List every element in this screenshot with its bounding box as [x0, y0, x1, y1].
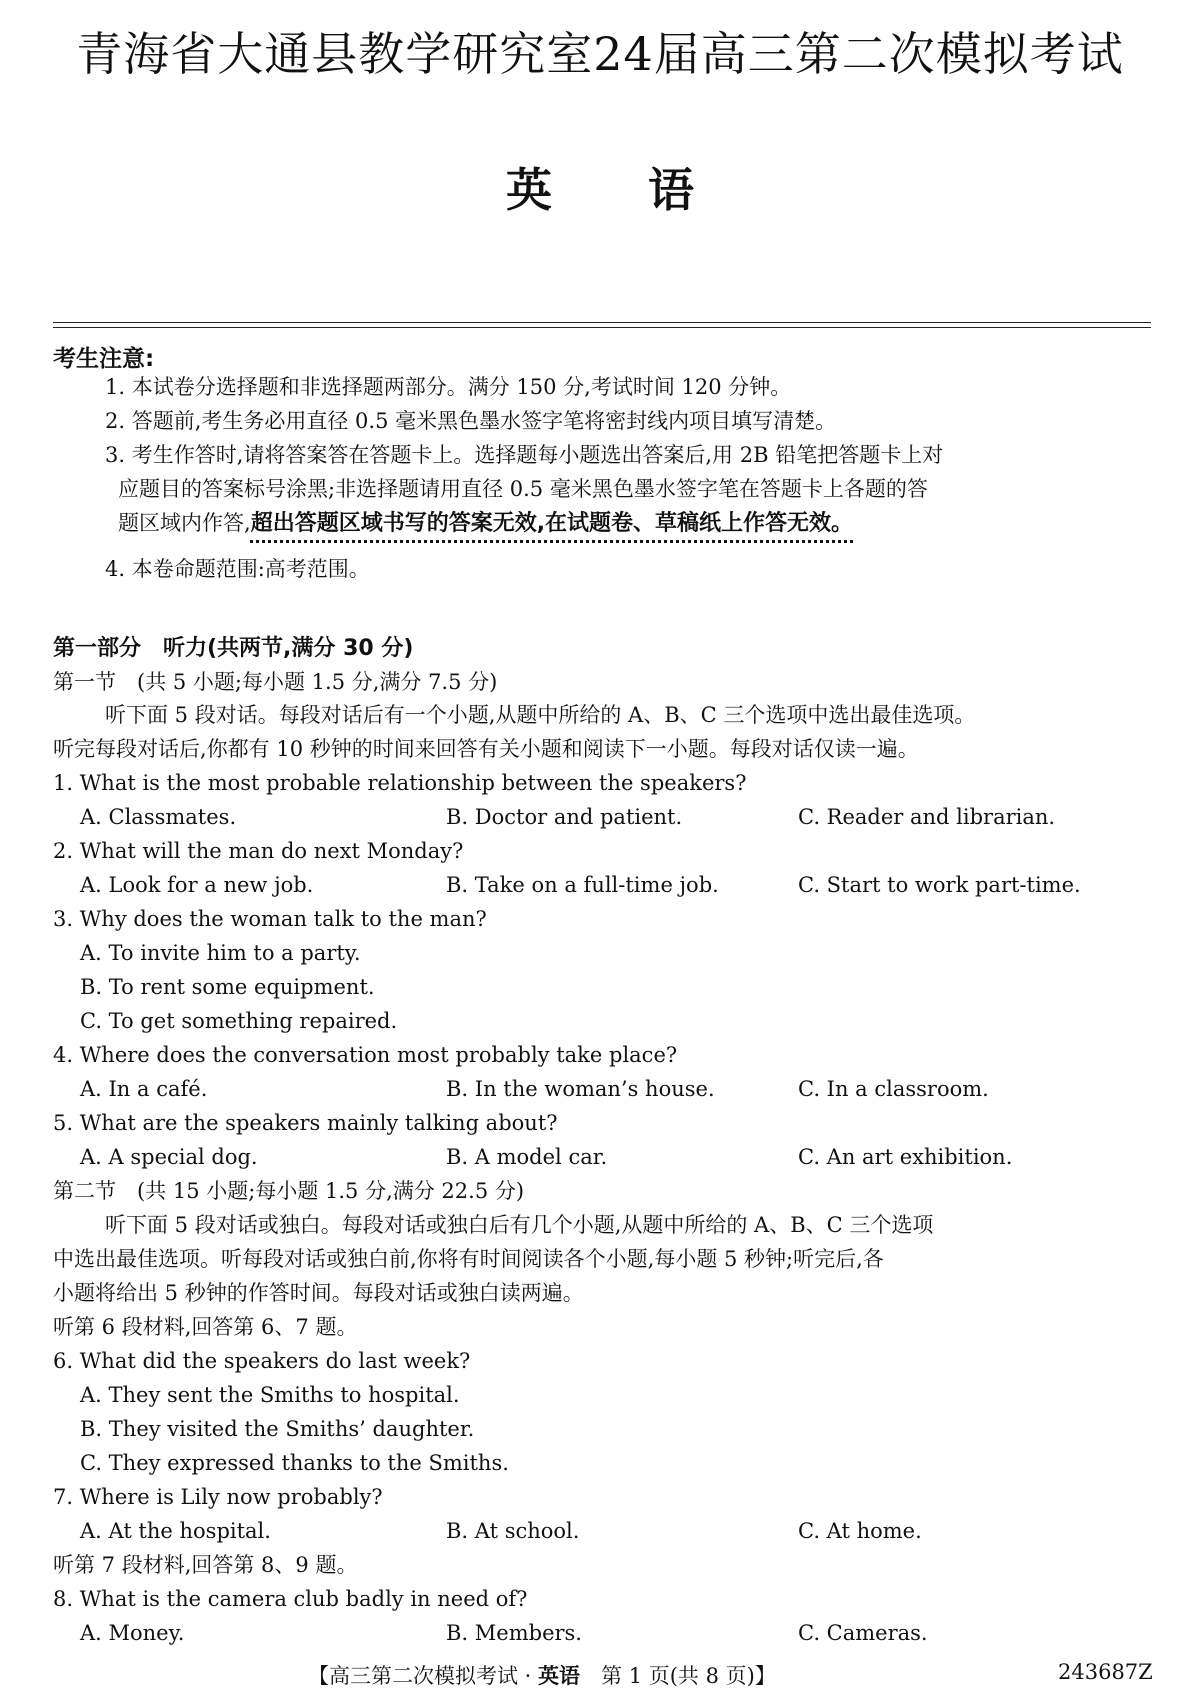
notice-item-3-line-2: 应题目的答案标号涂黑;非选择题请用直径 0.5 毫米黑色墨水签字笔在答题卡上各题的答 [118, 477, 928, 501]
notice-title: 考生注意: [53, 346, 155, 372]
question-6-option-a: A. They sent the Smiths to hospital. [80, 1383, 460, 1407]
question-3-stem: 3. Why does the woman talk to the man? [53, 907, 487, 931]
notice-item-3-line-3 [118, 509, 853, 538]
question-6-option-b: B. They visited the Smiths’ daughter. [80, 1417, 475, 1441]
material-7-note: 听第 7 段材料,回答第 8、9 题。 [53, 1553, 358, 1577]
footer-page-number: 第 1 页(共 8 页)】 [580, 1664, 776, 1688]
divider-rule-bottom [53, 327, 1151, 328]
section2-instructions-line-3: 小题将给出 5 秒钟的作答时间。每段对话或独白读两遍。 [53, 1281, 584, 1305]
notice-item-4: 4. 本卷命题范围:高考范围。 [105, 557, 370, 581]
section1-heading: 第一节 (共 5 小题;每小题 1.5 分,满分 7.5 分) [53, 670, 498, 694]
question-4-option-a: A. In a café. [80, 1077, 208, 1101]
question-2-option-b: B. Take on a full-time job. [446, 873, 719, 897]
question-5-option-c: C. An art exhibition. [798, 1145, 1013, 1169]
question-6-option-c: C. They expressed thanks to the Smiths. [80, 1451, 509, 1475]
exam-title: 青海省大通县教学研究室24届高三第二次模拟考试 [76, 27, 1124, 81]
question-7-option-c: C. At home. [798, 1519, 922, 1543]
subject-heading [0, 154, 1200, 220]
question-3-option-b: B. To rent some equipment. [80, 975, 375, 999]
section2-heading: 第二节 (共 15 小题;每小题 1.5 分,满分 22.5 分) [53, 1179, 525, 1203]
question-2-option-c: C. Start to work part-time. [798, 873, 1081, 897]
page-footer [308, 1660, 776, 1690]
question-1-option-c: C. Reader and librarian. [798, 805, 1056, 829]
divider-rule-top [53, 322, 1151, 323]
question-4-stem: 4. Where does the conversation most probably take place? [53, 1043, 678, 1067]
footer-subject: 英语 [538, 1664, 581, 1688]
part1-heading: 第一部分 听力(共两节,满分 30 分) [53, 636, 414, 661]
question-1-option-a: A. Classmates. [80, 805, 237, 829]
question-5-option-a: A. A special dog. [80, 1145, 258, 1169]
question-8-option-c: C. Cameras. [798, 1621, 928, 1645]
question-7-option-b: B. At school. [446, 1519, 580, 1543]
paper-code: 243687Z [1058, 1660, 1153, 1684]
section1-instructions-line-1: 听下面 5 段对话。每段对话后有一个小题,从题中所给的 A、B、C 三个选项中选出最佳选项。 [105, 703, 976, 727]
question-2-stem: 2. What will the man do next Monday? [53, 839, 464, 863]
section2-instructions-line-2: 中选出最佳选项。听每段对话或独白前,你将有时间阅读各个小题,每小题 5 秒钟;听完后,各 [53, 1247, 884, 1271]
section2-instructions-line-1: 听下面 5 段对话或独白。每段对话或独白后有几个小题,从题中所给的 A、B、C 三个选项 [105, 1213, 934, 1237]
question-3-option-a: A. To invite him to a party. [80, 941, 361, 965]
question-8-option-b: B. Members. [446, 1621, 582, 1645]
question-2-option-a: A. Look for a new job. [80, 873, 314, 897]
question-8-stem: 8. What is the camera club badly in need of? [53, 1587, 528, 1611]
question-1-stem: 1. What is the most probable relationship between the speakers? [53, 771, 747, 795]
material-6-note: 听第 6 段材料,回答第 6、7 题。 [53, 1315, 358, 1339]
subject-char-2: 语 [648, 163, 694, 217]
section1-instructions-line-2: 听完每段对话后,你都有 10 秒钟的时间来回答有关小题和阅读下一小题。每段对话仅读一遍。 [53, 737, 919, 761]
question-5-stem: 5. What are the speakers mainly talking about? [53, 1111, 558, 1135]
question-5-option-b: B. A model car. [446, 1145, 608, 1169]
question-7-option-a: A. At the hospital. [80, 1519, 271, 1543]
footer-open: 【高三第二次模拟考试 · [308, 1664, 539, 1688]
question-7-stem: 7. Where is Lily now probably? [53, 1485, 383, 1509]
question-4-option-b: B. In the woman’s house. [446, 1077, 715, 1101]
question-1-option-b: B. Doctor and patient. [446, 805, 683, 829]
notice-item-3-emphasis: 超出答题区域书写的答案无效,在试题卷、草稿纸上作答无效。 [250, 511, 854, 536]
notice-item-1: 1. 本试卷分选择题和非选择题两部分。满分 150 分,考试时间 120 分钟。 [105, 375, 792, 399]
notice-item-2: 2. 答题前,考生务必用直径 0.5 毫米黑色墨水签字笔将密封线内项目填写清楚。 [105, 409, 837, 433]
question-4-option-c: C. In a classroom. [798, 1077, 989, 1101]
notice-item-3-line-1: 3. 考生作答时,请将答案答在答题卡上。选择题每小题选出答案后,用 2B 铅笔把答题卡上对 [105, 443, 944, 467]
question-3-option-c: C. To get something repaired. [80, 1009, 398, 1033]
question-8-option-a: A. Money. [80, 1621, 185, 1645]
question-6-stem: 6. What did the speakers do last week? [53, 1349, 471, 1373]
notice-item-3-normal: 题区域内作答, [118, 511, 251, 535]
subject-char-1: 英 [506, 163, 552, 217]
